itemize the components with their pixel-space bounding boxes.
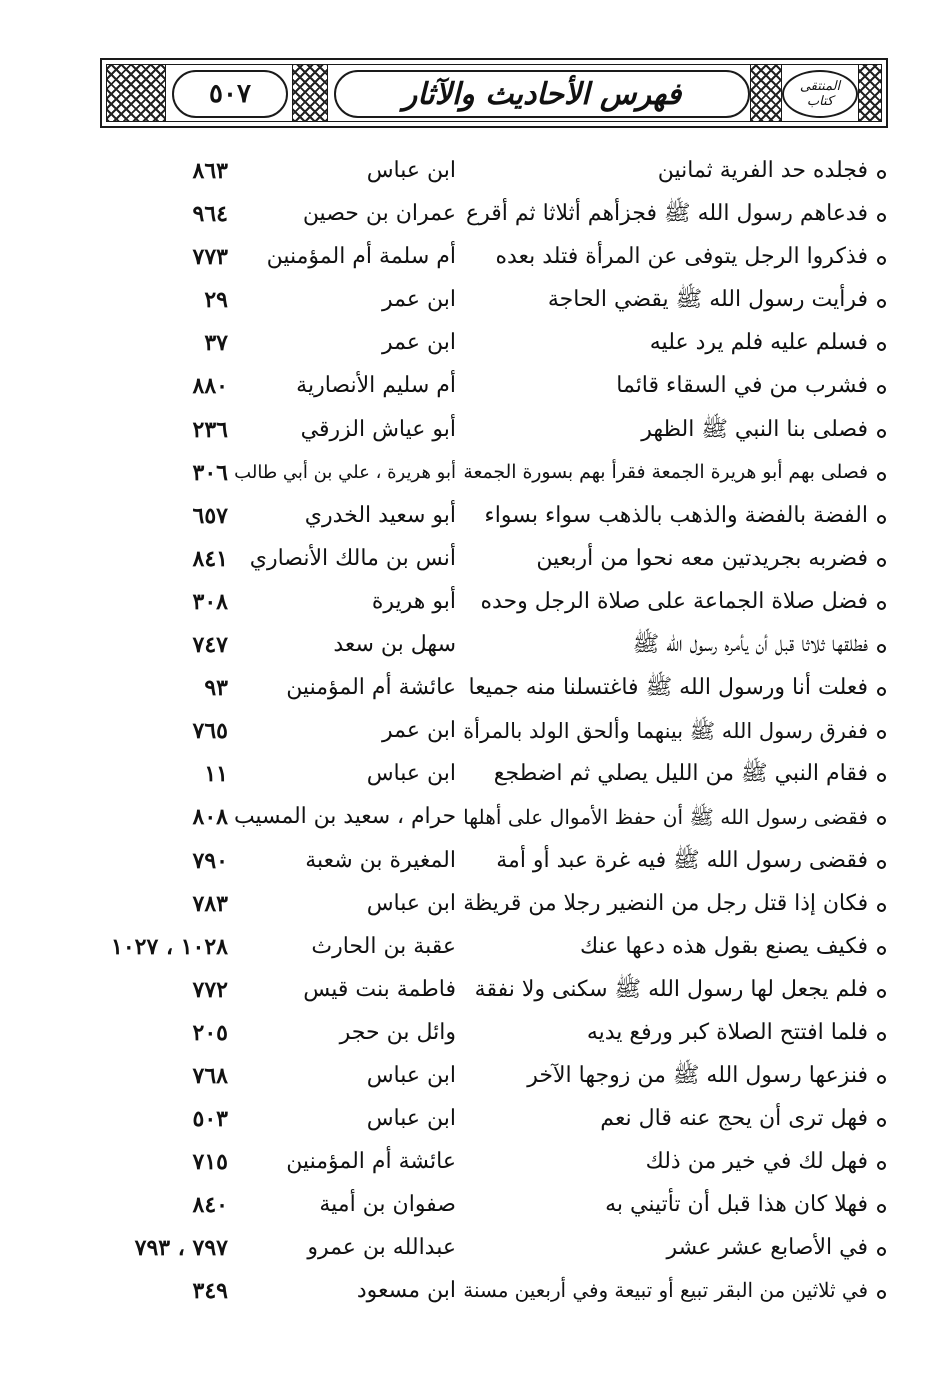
narrator-name: وائل بن حجر — [339, 1019, 456, 1045]
index-entry — [0, 452, 948, 495]
page-number-cartouche — [172, 70, 288, 118]
ornament-mid-right — [750, 64, 782, 122]
index-entry — [0, 710, 948, 753]
page-number: ٥٠٧ — [209, 79, 251, 109]
index-entry — [0, 753, 948, 796]
hadith-number: ٧٦٨ — [192, 1062, 228, 1089]
hadith-number: ٧٩٧ ، ٧٩٣ — [134, 1235, 228, 1262]
bullet-icon — [877, 1290, 886, 1299]
hadith-text: فكان إذا قتل رجل من النضير رجلا من قريظة — [463, 890, 868, 916]
bullet-icon — [877, 515, 886, 524]
hadith-text: فرأيت رسول الله ﷺ يقضي الحاجة — [547, 287, 868, 313]
narrator-name: ابن عباس — [366, 158, 456, 183]
bullet-icon — [877, 1075, 886, 1084]
bullet-icon — [877, 860, 886, 869]
bullet-icon — [877, 601, 886, 610]
narrator-name: أنس بن مالك الأنصاري — [249, 545, 456, 571]
hadith-number: ٣٠٨ — [192, 588, 228, 615]
hadith-number: ٧٩٠ — [192, 847, 228, 874]
index-entry — [0, 1012, 948, 1055]
hadith-number: ٨٦٣ — [192, 158, 228, 184]
hadith-text: فقام النبي ﷺ من الليل يصلي ثم اضطجع — [493, 761, 868, 787]
bullet-icon — [877, 213, 886, 222]
hadith-number: ٨٤٠ — [192, 1192, 228, 1219]
index-entry — [0, 667, 948, 710]
running-header — [100, 58, 888, 128]
index-entry — [0, 926, 948, 969]
book-mark: المنتقى كتاب — [799, 79, 841, 109]
narrator-name: أبو هريرة ، علي بن أبي طالب — [234, 461, 456, 483]
narrator-name: أبو هريرة — [371, 588, 456, 614]
index-entry — [0, 624, 948, 667]
bullet-icon — [877, 903, 886, 912]
hadith-number: ٨٨٠ — [192, 373, 228, 400]
hadith-number: ١٠٢٨ ، ١٠٢٧ — [111, 933, 228, 960]
hadith-number: ٩٦٤ — [192, 201, 228, 228]
index-entry — [0, 538, 948, 581]
narrator-name: عائشة أم المؤمنين — [286, 675, 456, 701]
hadith-text: فدعاهم رسول الله ﷺ فجزأهم أثلاثا ثم أقرع — [465, 201, 868, 227]
hadith-text: فقضى رسول الله ﷺ فيه غرة عبد أو أمة — [496, 847, 868, 873]
hadith-text: فهل لك في خير من ذلك — [645, 1149, 868, 1175]
hadith-text: فكيف يصنع بقول هذه دعها عنك — [580, 933, 868, 959]
index-entry — [0, 150, 948, 193]
hadith-number: ٧١٥ — [192, 1149, 228, 1176]
index-entry — [0, 969, 948, 1012]
bullet-icon — [877, 385, 886, 394]
bullet-icon — [877, 429, 886, 438]
hadith-text: فسلم عليه فلم يرد عليه — [649, 330, 868, 356]
index-entry — [0, 1270, 948, 1313]
narrator-name: ابن عمر — [382, 718, 456, 744]
narrator-name: صفوان بن أمية — [319, 1192, 456, 1218]
narrator-name: ابن عمر — [382, 330, 456, 356]
narrator-name: عبدالله بن عمرو — [307, 1235, 456, 1261]
narrator-name: حرام ، سعيد بن المسيب — [234, 804, 456, 830]
narrator-name: عمران بن حصين — [302, 201, 456, 227]
index-entry — [0, 365, 948, 408]
hadith-number: ٣٠٦ — [192, 459, 228, 486]
bullet-icon — [877, 342, 886, 351]
bullet-icon — [877, 1032, 886, 1041]
hadith-text: ففرق رسول الله ﷺ بينهما وألحق الولد بالمرأة — [463, 718, 868, 744]
index-entry — [0, 322, 948, 365]
title-cartouche — [334, 70, 750, 118]
narrator-name: ابن عمر — [382, 287, 456, 313]
bullet-icon — [877, 1204, 886, 1213]
hadith-text: فشرب من في السقاء قائما — [616, 373, 868, 399]
index-entry — [0, 409, 948, 452]
hadith-text: فذكروا الرجل يتوفى عن المرأة فتلد بعده — [495, 244, 868, 270]
index-entry — [0, 1055, 948, 1098]
hadith-text: فضل صلاة الجماعة على صلاة الرجل وحده — [480, 588, 868, 614]
hadith-text: فضربه بجريدتين معه نحوا من أربعين — [536, 545, 868, 571]
hadith-text: فصلى بهم أبو هريرة الجمعة فقرأ بهم بسورة الجمعة — [463, 461, 868, 483]
hadith-text: فلم يجعل لها رسول الله ﷺ سكنى ولا نفقة — [474, 976, 868, 1002]
hadith-text: فهل ترى أن يحج عنه قال نعم — [600, 1106, 868, 1132]
hadith-number: ٢٩ — [204, 287, 228, 314]
index-entry — [0, 1184, 948, 1227]
hadith-number: ٧٧٣ — [192, 244, 228, 271]
narrator-name: فاطمة بنت قيس — [303, 976, 456, 1002]
bullet-icon — [877, 1161, 886, 1170]
hadith-text: فصلى بنا النبي ﷺ الظهر — [641, 416, 868, 442]
narrator-name: المغيرة بن شعبة — [305, 847, 456, 873]
ornament-mid-left — [292, 64, 328, 122]
hadith-text: فعلت أنا ورسول الله ﷺ فاغتسلنا منه جميعا — [468, 675, 868, 701]
bullet-icon — [877, 1247, 886, 1256]
bullet-icon — [877, 687, 886, 696]
index-entry — [0, 581, 948, 624]
bullet-icon — [877, 730, 886, 739]
hadith-text: فنزعها رسول الله ﷺ من زوجها الآخر — [527, 1062, 868, 1088]
narrator-name: أبو عياش الزرقي — [300, 416, 456, 442]
hadith-number: ٩٣ — [204, 675, 228, 702]
hadith-text: فلما افتتح الصلاة كبر ورفع يديه — [586, 1019, 868, 1045]
hadith-text: في الأصابع عشر عشر — [666, 1235, 868, 1261]
bullet-icon — [877, 1118, 886, 1127]
hadith-number: ٨٤١ — [192, 545, 228, 572]
index-entry — [0, 840, 948, 883]
hadith-number: ٢٣٦ — [192, 416, 228, 443]
narrator-name: أم سلمة أم المؤمنين — [266, 244, 456, 270]
bullet-icon — [877, 558, 886, 567]
hadith-number: ٧٨٣ — [192, 890, 228, 917]
bullet-icon — [877, 472, 886, 481]
bullet-icon — [877, 256, 886, 265]
narrator-name: عقبة بن الحارث — [311, 933, 456, 959]
hadith-number: ٦٥٧ — [192, 502, 228, 529]
hadith-number: ١١ — [204, 761, 228, 788]
narrator-name: ابن عباس — [366, 1106, 456, 1132]
narrator-name: ابن مسعود — [356, 1278, 456, 1304]
narrator-name: ابن عباس — [366, 761, 456, 787]
bullet-icon — [877, 299, 886, 308]
hadith-number: ٣٤٩ — [192, 1278, 228, 1305]
hadith-number: ٨٠٨ — [192, 804, 228, 831]
narrator-name: أم سليم الأنصارية — [296, 373, 456, 399]
index-entry — [0, 1141, 948, 1184]
hadith-number: ٥٠٣ — [192, 1106, 228, 1133]
index-entry — [0, 236, 948, 279]
hadith-text: فطلقها ثلاثا قبل أن يأمره رسول الله ﷺ — [632, 632, 868, 658]
running-title: فهرس الأحاديث والآثار — [402, 76, 682, 112]
index-entry — [0, 1227, 948, 1270]
narrator-name: عائشة أم المؤمنين — [286, 1149, 456, 1175]
index-entry — [0, 796, 948, 839]
book-mark-cartouche — [782, 70, 858, 118]
hadith-number: ٣٧ — [204, 330, 228, 357]
index-entry — [0, 495, 948, 538]
hadith-number: ٧٦٥ — [192, 718, 228, 745]
narrator-name: ابن عباس — [366, 1062, 456, 1088]
bullet-icon — [877, 816, 886, 825]
index-entry — [0, 1098, 948, 1141]
bullet-icon — [877, 644, 886, 653]
index-entry — [0, 883, 948, 926]
index-entry — [0, 193, 948, 236]
bullet-icon — [877, 170, 886, 179]
hadith-text: فجلده حد الفرية ثمانين — [657, 158, 868, 183]
narrator-name: ابن عباس — [366, 890, 456, 916]
hadith-number: ٢٠٥ — [192, 1019, 228, 1046]
hadith-number: ٧٤٧ — [192, 632, 228, 659]
hadith-text: فهلا كان هذا قبل أن تأتيني به — [605, 1192, 868, 1218]
hadith-index-table — [0, 150, 948, 1314]
ornament-left — [106, 64, 166, 122]
hadith-text: في ثلاثين من البقر تبيع أو تبيعة وفي أربعين مسنة — [463, 1279, 868, 1303]
hadith-text: فقضى رسول الله ﷺ أن حفظ الأموال على أهلها — [463, 805, 868, 830]
narrator-name: أبو سعيد الخدري — [304, 502, 456, 528]
bullet-icon — [877, 946, 886, 955]
bullet-icon — [877, 989, 886, 998]
index-entry — [0, 279, 948, 322]
bullet-icon — [877, 773, 886, 782]
hadith-number: ٧٧٢ — [192, 976, 228, 1003]
hadith-text: الفضة بالفضة والذهب بالذهب سواء بسواء — [484, 502, 868, 528]
narrator-name: سهل بن سعد — [333, 632, 456, 658]
ornament-right — [858, 64, 882, 122]
